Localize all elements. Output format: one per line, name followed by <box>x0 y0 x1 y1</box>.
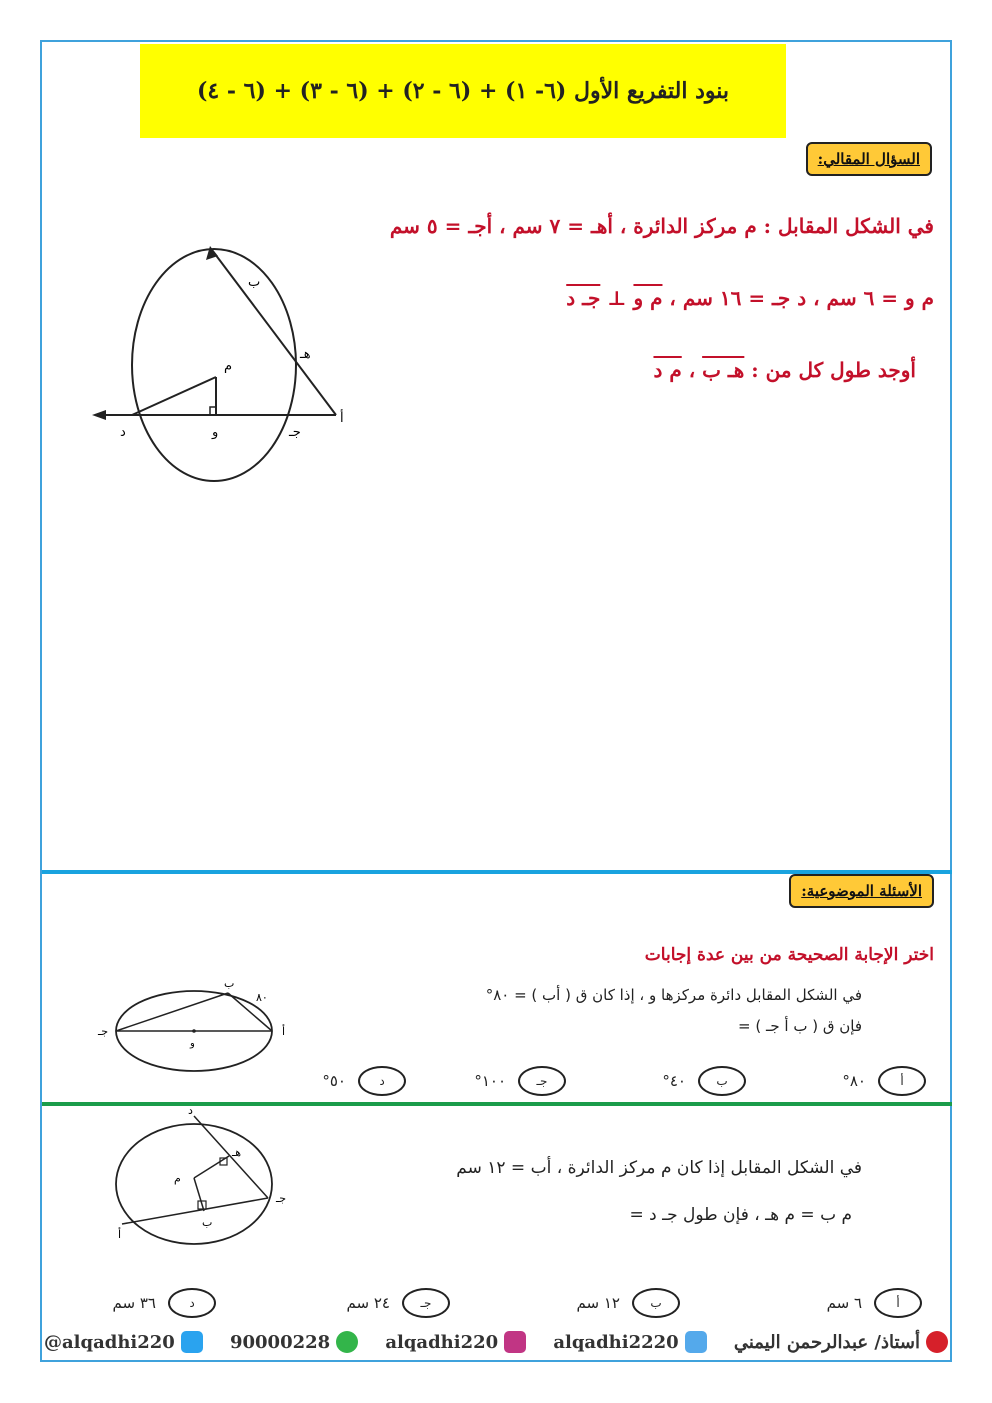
footer <box>44 1328 948 1356</box>
q2-line-2: م ب = م هـ ، فإن طول جـ د = <box>629 1205 852 1225</box>
telegram-icon <box>685 1331 707 1353</box>
instagram-icon <box>504 1331 526 1353</box>
q1-option-a[interactable] <box>842 1066 926 1096</box>
q2-line-1: في الشكل المقابل إذا كان م مركز الدائرة ، أب = ١٢ سم <box>456 1158 862 1178</box>
label-h: هـ <box>232 1146 242 1159</box>
teacher-name: أستاذ/ عبدالرحمن اليمني <box>733 1331 920 1353</box>
chord-ab <box>122 1198 268 1224</box>
label-a: أ <box>340 411 344 426</box>
q1-line-1: في الشكل المقابل دائرة مركزها و ، إذا كان ق ( أب ) = ٨٠° <box>485 986 862 1004</box>
label-j: جـ <box>98 1025 109 1038</box>
segment-md: م د <box>653 358 682 382</box>
label-w: و <box>190 1038 195 1049</box>
option-value: ٨٠° <box>842 1072 866 1090</box>
center-dot <box>192 1029 196 1033</box>
q1-option-c[interactable] <box>474 1066 566 1096</box>
q1-figure <box>96 975 296 1075</box>
q2-option-a[interactable] <box>827 1288 922 1318</box>
objective-instruction: اختر الإجابة الصحيحة من بين عدة إجابات <box>644 945 934 965</box>
option-letter: أ <box>874 1288 922 1318</box>
q1-line-2: فإن ق ( ب أ جـ ) = <box>738 1017 862 1035</box>
essay-line-3-text: أوجد طول كل من : <box>744 358 916 382</box>
option-value: ٦ سم <box>826 1294 862 1312</box>
q1-option-b[interactable] <box>662 1066 746 1096</box>
label-j: جـ <box>289 425 301 440</box>
option-letter: جـ <box>518 1066 566 1096</box>
label-b: ب <box>248 275 261 290</box>
label-j: جـ <box>276 1192 287 1205</box>
twitter-handle: @alqadhi220 <box>44 1331 175 1353</box>
q2-figure <box>104 1106 304 1256</box>
option-letter: ب <box>632 1288 680 1318</box>
segment-hb: هـ ب <box>702 358 745 382</box>
page-title: بنود التفريع الأول (٦- ١) + (٦ - ٢) + (٦ - ٣) + (٦ - ٤) <box>140 44 786 138</box>
label-b: ب <box>224 977 235 990</box>
option-value: ١٢ سم <box>576 1294 620 1312</box>
label-d: د <box>120 425 126 440</box>
instagram-handle: alqadhi220 <box>385 1331 499 1353</box>
option-letter: ب <box>698 1066 746 1096</box>
label-a: أ <box>282 1025 286 1038</box>
segment-jd: جـ د <box>566 286 601 310</box>
label-m: م <box>224 359 233 374</box>
label-d: د <box>188 1106 193 1117</box>
twitter-icon <box>181 1331 203 1353</box>
essay-figure <box>84 240 364 490</box>
label-b: ب <box>202 1216 213 1229</box>
segment-mw: م و <box>633 286 663 310</box>
secant-line <box>212 250 336 415</box>
circle <box>116 1124 272 1244</box>
option-letter: جـ <box>402 1288 450 1318</box>
essay-line-1: في الشكل المقابل : م مركز الدائرة ، أهـ = ٧ سم ، أجـ = ٥ سم <box>389 214 934 238</box>
footer-telegram[interactable] <box>553 1331 706 1353</box>
label-a: أ <box>118 1228 122 1241</box>
arrowhead-left <box>92 410 106 420</box>
chord-jb <box>116 993 228 1031</box>
footer-whatsapp[interactable] <box>230 1331 358 1353</box>
circle <box>132 249 296 481</box>
telegram-handle: alqadhi2220 <box>553 1331 679 1353</box>
essay-line-3 <box>653 358 916 382</box>
chord-dj <box>194 1116 268 1198</box>
label-w: و <box>212 425 219 440</box>
option-letter: أ <box>878 1066 926 1096</box>
footer-instagram[interactable] <box>385 1331 526 1353</box>
option-letter: د <box>358 1066 406 1096</box>
radius-line <box>132 377 216 415</box>
option-value: ٤٠° <box>662 1072 686 1090</box>
essay-line-2 <box>566 286 934 310</box>
objective-tag: الأسئلة الموضوعية: <box>789 874 934 908</box>
footer-twitter[interactable] <box>44 1331 203 1353</box>
whatsapp-icon <box>336 1331 358 1353</box>
whatsapp-number: 90000228 <box>229 1331 331 1353</box>
label-m: م <box>174 1172 181 1185</box>
q1-option-d[interactable] <box>322 1066 406 1096</box>
perp-symbol: ⊥ <box>600 286 634 310</box>
label-h: هـ <box>300 347 311 362</box>
q2-option-b[interactable] <box>577 1288 680 1318</box>
q2-option-c[interactable] <box>347 1288 450 1318</box>
separator: ، <box>681 358 703 382</box>
footer-teacher[interactable] <box>734 1331 948 1353</box>
option-value: ٥٠° <box>322 1072 346 1090</box>
option-letter: د <box>168 1288 216 1318</box>
essay-tag: السؤال المقالي: <box>806 142 932 176</box>
seg-mb <box>194 1178 204 1211</box>
option-value: ١٠٠° <box>474 1072 506 1090</box>
option-value: ٣٦ سم <box>112 1294 156 1312</box>
option-value: ٢٤ سم <box>346 1294 390 1312</box>
essay-line-2-text: م و = ٦ سم ، د جـ = ١٦ سم ، <box>662 286 934 310</box>
q2-option-d[interactable] <box>113 1288 216 1318</box>
seg-mh <box>194 1156 229 1178</box>
label-angle: ٨٠ <box>256 991 268 1004</box>
youtube-icon <box>926 1331 948 1353</box>
